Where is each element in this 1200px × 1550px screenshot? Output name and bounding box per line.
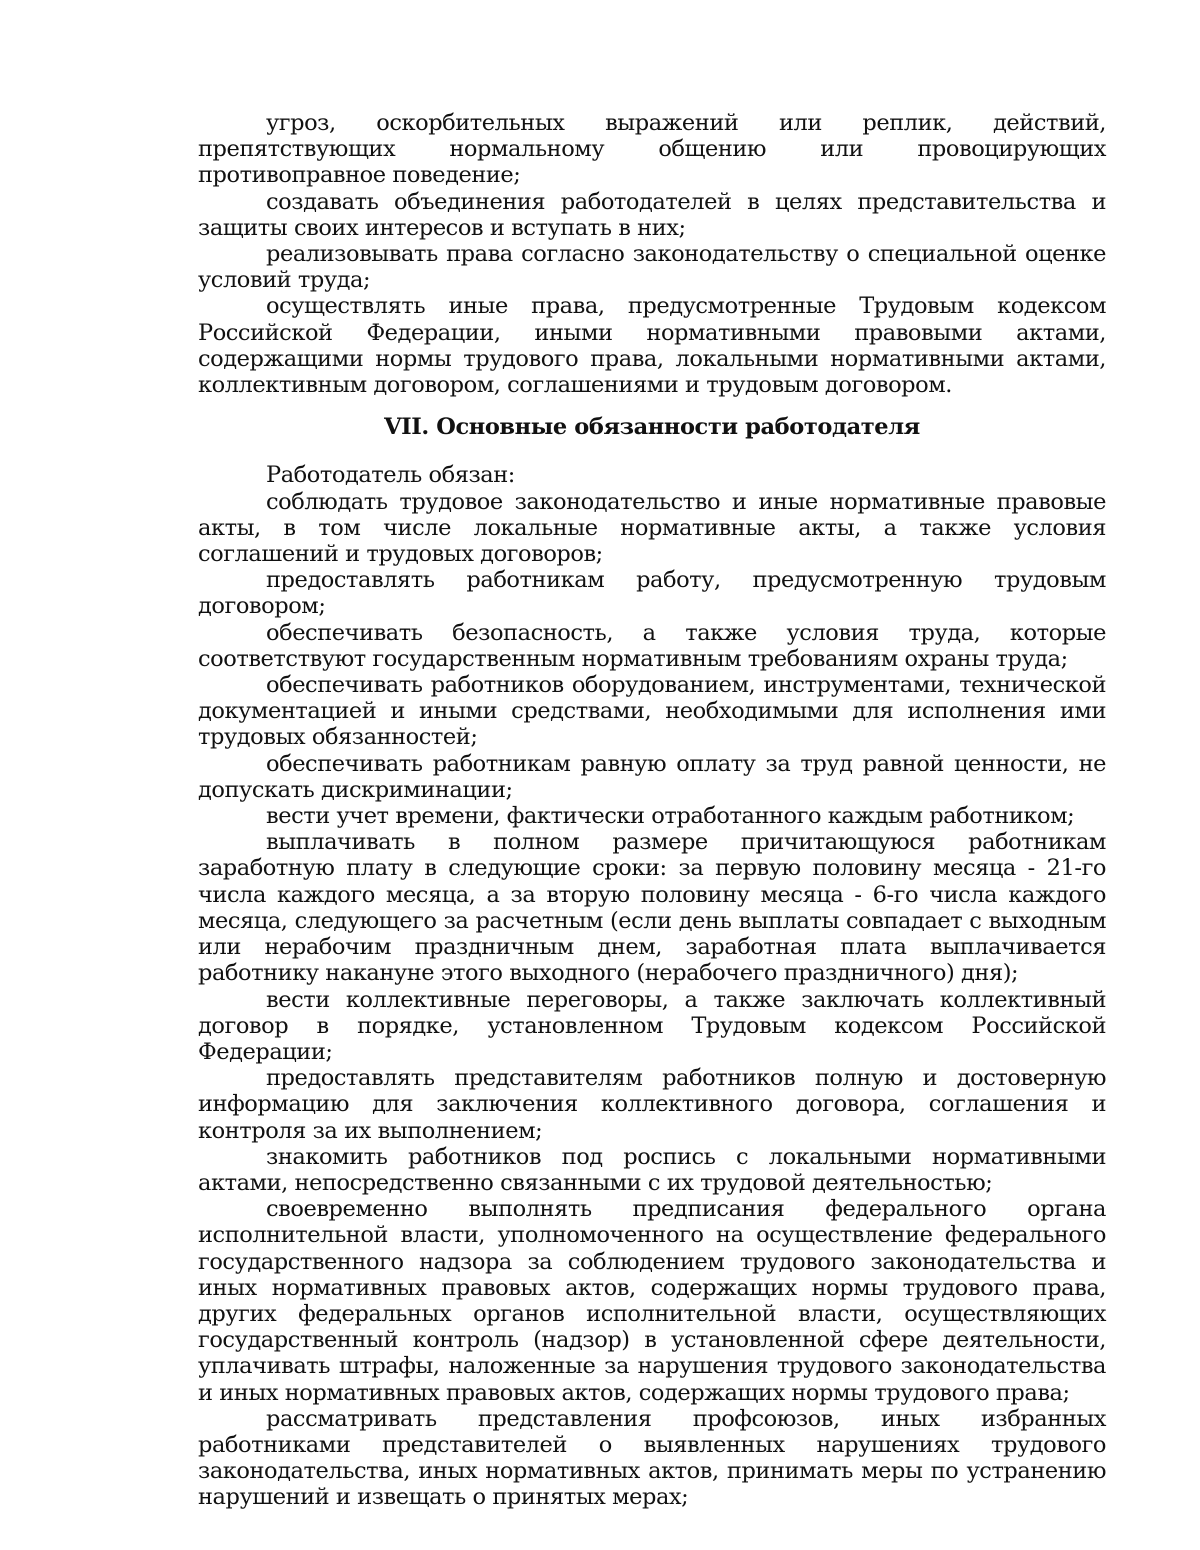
document-page xyxy=(198,110,1106,1511)
duty-item-time-tracking: вести учет времени, фактически отработанного каждым работником; xyxy=(266,803,1075,830)
duty-item-union-submissions: рассматривать представления профсоюзов, иных избранных работниками представителей о выявленных нарушениях трудового законодательства, иных нормативных актов, принимать меры по устранению нарушений и извещать о принятых мерах; xyxy=(198,1405,1106,1511)
paragraph-employer-associations: создавать объединения работодателей в целях представительства и защиты своих интересов и вступать в них; xyxy=(198,188,1106,241)
paragraph-special-assessment: реализовывать права согласно законодательству о специальной оценке условий труда; xyxy=(198,241,1106,294)
section-heading: VII. Основные обязанности работодателя xyxy=(384,414,920,441)
duty-item-salary-payment: выплачивать в полном размере причитающуюся работникам заработную плату в следующие сроки: за первую половину месяца - 21-го числа каждого месяца, а за вторую половину месяца - 6-го числа каждого месяца, следующего за расчетным (если день выплаты совпадает с выходным или нерабочим праздничным днем, заработная плата выплачивается работнику накануне этого выходного (нерабочего праздничного) дня); xyxy=(198,829,1106,987)
duty-item-equipment: обеспечивать работников оборудованием, инструментами, технической документацией и иными средствами, необходимыми для исполнения ими трудовых обязанностей; xyxy=(198,672,1106,751)
duty-item-provide-work: предоставлять работникам работу, предусмотренную трудовым договором; xyxy=(198,567,1106,620)
duty-item-safety: обеспечивать безопасность, а также условия труда, которые соответствуют государственным нормативным требованиям охраны труда; xyxy=(198,619,1106,672)
duty-item-execute-orders: своевременно выполнять предписания федерального органа исполнительной власти, уполномоченного на осуществление федерального государственного надзора за соблюдением трудового законодательства и иных нормативных правовых актов, содержащих нормы трудового права, других федеральных органов исполнительной власти, осуществляющих государственный контроль (надзор) в установленной сфере деятельности, уплачивать штрафы, наложенные за нарушения трудового законодательства и иных нормативных правовых актов, содержащих нормы трудового права; xyxy=(198,1196,1106,1406)
section-intro: Работодатель обязан: xyxy=(266,462,515,489)
duty-item-equal-pay: обеспечивать работникам равную оплату за труд равной ценности, не допускать дискриминации; xyxy=(198,750,1106,803)
paragraph-other-rights: осуществлять иные права, предусмотренные Трудовым кодексом Российской Федерации, иными нормативными правовыми актами, содержащими нормы трудового права, локальными нормативными актами, коллективным договором, соглашениями и трудовым договором. xyxy=(198,293,1106,399)
duty-item-information: предоставлять представителям работников полную и достоверную информацию для заключения коллективного договора, соглашения и контроля за их выполнением; xyxy=(198,1065,1106,1144)
duty-item-collective-bargaining: вести коллективные переговоры, а также заключать коллективный договор в порядке, установленном Трудовым кодексом Российской Федерации; xyxy=(198,986,1106,1065)
duty-item-comply-legislation: соблюдать трудовое законодательство и иные нормативные правовые акты, в том числе локальные нормативные акты, а также условия соглашений и трудовых договоров; xyxy=(198,488,1106,568)
duty-item-acquaint-acts: знакомить работников под роспись с локальными нормативными актами, непосредственно связанными с их трудовой деятельностью; xyxy=(198,1143,1106,1196)
paragraph-threats: угроз, оскорбительных выражений или реплик, действий, препятствующих нормальному общению или провоцирующих противоправное поведение; xyxy=(198,110,1106,189)
